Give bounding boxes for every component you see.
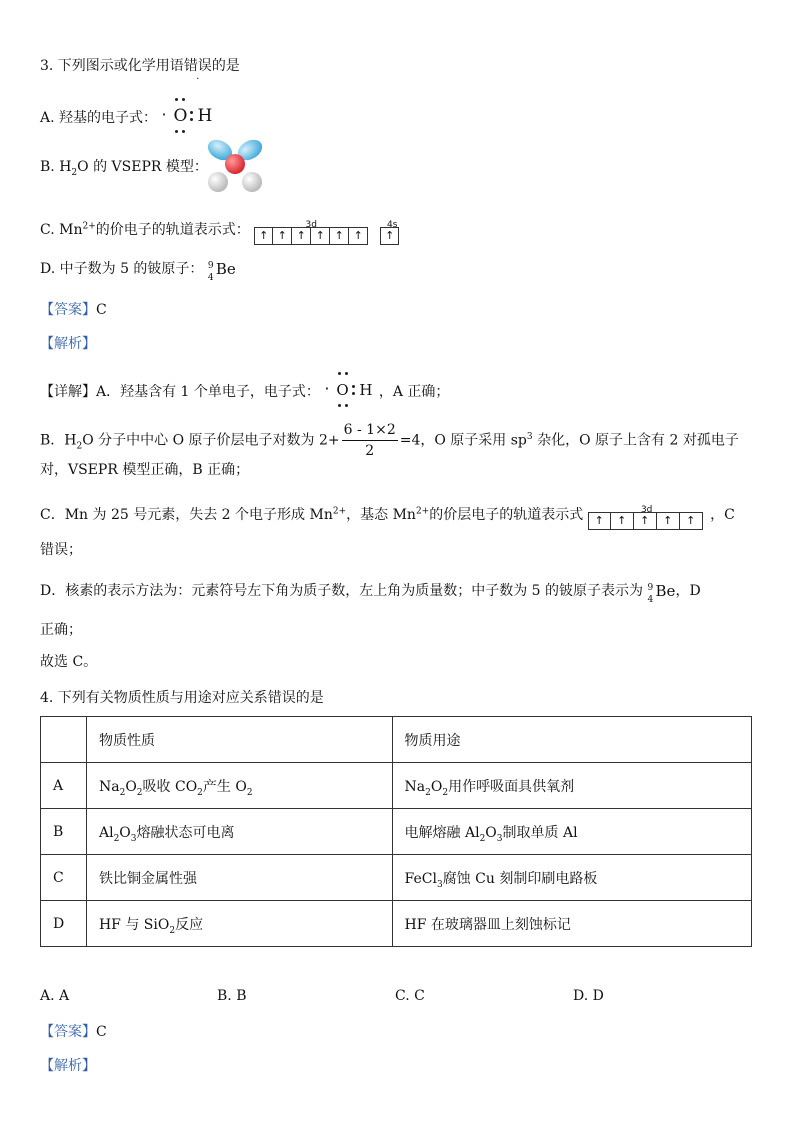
orbital-box: ↑ — [680, 512, 703, 530]
row-label: D — [41, 901, 87, 947]
cell-text: 腐蚀 Cu 刻制印刷电路板 — [442, 870, 598, 887]
nuclide-symbol — [647, 580, 676, 605]
lewis-dot — [338, 404, 341, 407]
q3-detail-a — [40, 374, 449, 410]
answer-value: C — [96, 302, 107, 318]
cell-text: 铁比铜金属性强 — [98, 870, 197, 887]
q3-option-d — [40, 258, 238, 283]
use-cell — [392, 809, 751, 855]
row-label: A — [41, 763, 87, 809]
use-cell — [392, 901, 751, 947]
orbital-box: ↑ — [380, 227, 399, 245]
lewis-dot — [175, 130, 178, 133]
fraction — [342, 420, 398, 461]
hydroxyl-electron-formula — [161, 100, 213, 136]
element-symbol: Be — [655, 582, 676, 600]
orbital-boxes-3d — [588, 512, 703, 530]
cell-text: HF 与 SiO — [98, 916, 170, 933]
lewis-dot — [190, 118, 193, 121]
table-header-cell: 物质性质 — [86, 717, 392, 763]
q3-stem-emphasis: 错误 — [183, 58, 212, 74]
row-label: C — [41, 855, 87, 901]
use-cell — [392, 855, 751, 901]
lewis-dot — [182, 130, 185, 133]
cell-text: 熔融状态可电离 — [136, 824, 235, 841]
orbital-label-3d: 3d — [640, 505, 653, 515]
orbital-label-4s: 4s — [386, 220, 398, 230]
q3-option-a-label: A. 羟基的电子式： — [40, 110, 158, 126]
detail-c-text: C．Mn 为 25 号元素，失去 2 个电子形成 Mn — [40, 507, 333, 523]
fraction-denominator: 2 — [365, 443, 375, 459]
lewis-dot — [190, 111, 193, 114]
q3-option-c-text: 的价电子的轨道表示式： — [95, 222, 250, 238]
cell-text: O — [485, 824, 497, 841]
subscript: 3 — [496, 833, 503, 844]
orbital-box: ↑ — [634, 512, 657, 530]
q3-detail-d-line2: 正确； — [40, 622, 82, 638]
q3-detail-b — [40, 420, 739, 461]
detail-b-text: =4，O 原子采用 sp — [399, 432, 527, 449]
subscript: 2 — [119, 787, 126, 798]
table-header-cell — [41, 717, 87, 763]
orbital-box: ↑ — [657, 512, 680, 530]
mass-number: 9 — [647, 583, 654, 593]
q4-choice-d: D. D — [573, 988, 604, 1004]
q3-option-b-text: O 的 VSEPR 模型： — [77, 159, 208, 175]
q3-detail-b-line2: 对，VSEPR 模型正确，B 正确； — [40, 462, 250, 478]
q3-option-b-label: B. H — [40, 159, 72, 175]
subscript: 2 — [246, 787, 253, 798]
table-row — [41, 763, 752, 809]
orbital-diagram-3d — [588, 500, 706, 530]
q3-answer — [40, 300, 107, 320]
hydrogen-atom — [208, 172, 228, 192]
cell-text: 反应 — [175, 916, 204, 933]
q4-analysis-label: 【解析】 — [40, 1058, 96, 1074]
orbital-box: ↑ — [611, 512, 634, 530]
lewis-oxygen: O — [336, 381, 349, 399]
subscript: 3 — [436, 879, 443, 890]
q4-answer — [40, 1022, 107, 1042]
cell-text: Al — [98, 824, 114, 841]
cell-text: 用作呼吸面具供氧剂 — [448, 778, 575, 795]
lewis-single-electron: · — [161, 105, 167, 124]
q3-option-c-label: C. Mn — [40, 222, 83, 238]
subscript: 3 — [130, 833, 137, 844]
subscript: 2 — [76, 441, 83, 452]
q3-stem — [40, 56, 240, 76]
q3-option-b — [40, 157, 208, 177]
lewis-dot — [345, 404, 348, 407]
property-cell — [86, 809, 392, 855]
cell-text: FeCl — [404, 870, 437, 887]
cell-text: 制取单质 Al — [502, 824, 578, 841]
orbital-box: ↑ — [292, 227, 311, 245]
lewis-dot — [175, 98, 178, 101]
table-row — [41, 901, 752, 947]
q4-stem: 4. 下列有关物质性质与用途对应关系错误的是 — [40, 690, 324, 706]
orbital-box: ↑ — [588, 512, 611, 530]
fraction-numerator: 6 - 1×2 — [342, 420, 398, 441]
detail-d-result: ，D — [675, 583, 701, 599]
table-row — [41, 855, 752, 901]
superscript: 2+ — [415, 506, 430, 517]
subscript: 2 — [442, 787, 449, 798]
lewis-oxygen: O — [173, 106, 188, 126]
subscript: 2 — [425, 787, 431, 798]
q3-analysis-label: 【解析】 — [40, 336, 96, 352]
cell-text: HF 在玻璃器皿上刻蚀标记 — [404, 916, 571, 933]
orbital-box: ↑ — [273, 227, 292, 245]
detail-b-text: B．H — [40, 432, 77, 449]
detail-b-text: 杂化，O 原子上含有 2 对孤电子 — [532, 432, 739, 449]
cell-text: O — [125, 778, 137, 795]
vsepr-model-image — [200, 136, 270, 198]
detail-c-result: ，C — [710, 507, 735, 523]
q4-choice-b: B. B — [217, 988, 247, 1004]
oxygen-atom — [225, 154, 245, 174]
detail-c-text: ，基态 Mn — [346, 507, 416, 523]
cell-text: Na — [98, 778, 120, 795]
detail-d-text: D．核素的表示方法为：元素符号左下角为质子数，左上角为质量数；中子数为 5 的铍原子表示为 — [40, 583, 644, 599]
mass-number: 9 — [207, 261, 214, 271]
detail-a-result: ，A 正确； — [378, 384, 450, 400]
detail-b-text: O 分子中中心 O 原子价层电子对数为 2+ — [82, 432, 340, 449]
answer-value: C — [96, 1024, 107, 1040]
lewis-dot — [352, 392, 355, 395]
lewis-hydrogen: H — [359, 381, 373, 399]
subscript: 2 — [479, 833, 486, 844]
atomic-number: 4 — [647, 595, 654, 605]
property-use-table — [40, 716, 752, 947]
lewis-hydrogen: H — [197, 106, 213, 126]
cell-text: 电解熔融 Al — [404, 824, 480, 841]
table-row — [41, 809, 752, 855]
property-cell — [86, 901, 392, 947]
orbital-box: ↑ — [330, 227, 349, 245]
property-cell — [86, 763, 392, 809]
cell-text: O — [430, 778, 443, 795]
hydrogen-atom — [242, 172, 262, 192]
use-cell — [392, 763, 751, 809]
q3-detail-c-line2: 错误； — [40, 542, 82, 558]
orbital-boxes-4s — [380, 227, 399, 245]
q3-conclusion: 故选 C。 — [40, 654, 98, 670]
detail-c-text: 的价层电子的轨道表示式 — [429, 507, 584, 523]
property-cell — [86, 855, 392, 901]
q3-stem-text: 3. 下列图示或化学用语 — [40, 58, 184, 74]
nuclide-symbol — [207, 258, 238, 283]
q3-option-a — [40, 100, 213, 136]
lewis-dot — [182, 98, 185, 101]
q3-detail-d — [40, 580, 701, 605]
subscript: 2 — [136, 787, 143, 798]
atomic-number: 4 — [207, 273, 214, 283]
q4-choice-a: A. A — [40, 988, 70, 1004]
orbital-diagram-3d4s — [254, 215, 398, 245]
element-symbol: Be — [215, 260, 236, 278]
answer-label: 【答案】 — [40, 1024, 96, 1040]
subscript: 2 — [113, 833, 120, 844]
subscript: 2 — [71, 167, 78, 178]
table-header-cell: 物质用途 — [392, 717, 751, 763]
table-header-row — [41, 717, 752, 763]
answer-label: 【答案】 — [40, 302, 96, 318]
q3-option-d-label: D. 中子数为 5 的铍原子： — [40, 261, 204, 277]
subscript: 2 — [197, 787, 203, 798]
orbital-box: ↑ — [254, 227, 273, 245]
lewis-dot — [338, 372, 341, 375]
cell-text: 产生 O — [202, 778, 247, 795]
orbital-box: ↑ — [311, 227, 330, 245]
lewis-dot — [345, 372, 348, 375]
orbital-boxes-3d — [254, 227, 368, 245]
orbital-box: ↑ — [349, 227, 368, 245]
subscript: 2 — [169, 925, 176, 936]
orbital-label-3d: 3d — [305, 220, 317, 230]
superscript: 3 — [526, 431, 533, 442]
cell-text: Na — [404, 778, 426, 795]
q4-choice-c: C. C — [395, 988, 425, 1004]
q3-detail-c — [40, 500, 735, 530]
superscript: 2+ — [332, 506, 347, 517]
q3-option-c — [40, 215, 398, 245]
hydroxyl-electron-formula-detail — [324, 374, 374, 410]
superscript: 2+ — [82, 221, 96, 232]
lewis-dot — [352, 385, 355, 388]
lewis-single-electron: · — [324, 379, 330, 398]
detail-a-text: 【详解】A．羟基含有 1 个单电子，电子式： — [40, 384, 320, 400]
cell-text: 吸收 CO — [142, 778, 198, 795]
cell-text: O — [119, 824, 131, 841]
q3-stem-tail: 的是 — [211, 58, 240, 74]
row-label: B — [41, 809, 87, 855]
